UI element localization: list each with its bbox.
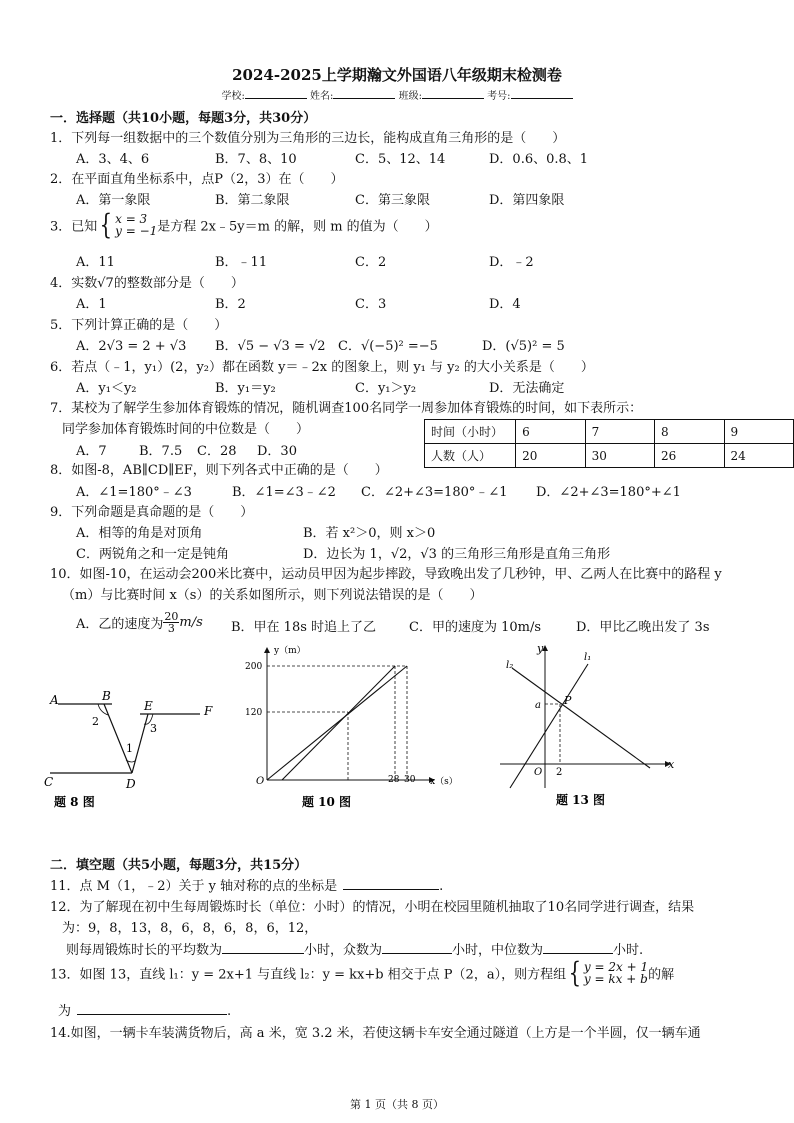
q5-option-c: C．√(−5)² =−5 (338, 339, 438, 354)
q13-line1 (50, 956, 675, 989)
q6-option-a: A．y₁＜y₂ (76, 381, 137, 396)
fig10-xlabel: x（s） (430, 777, 458, 787)
q8-option-d: D．∠2+∠3=180°+∠1 (536, 485, 681, 500)
q8-option-b: B．∠1=∠3﹣∠2 (232, 485, 336, 500)
fig13-y-label: y (537, 642, 544, 655)
number-label: 考号: (487, 91, 511, 102)
q12-end: 小时. (613, 943, 644, 958)
page-footer: 第 1 页（共 8 页） (350, 1098, 444, 1111)
fig13-p-label: P (564, 694, 572, 707)
q7-option-a: A．7 (76, 444, 107, 459)
q1-option-c: C．5、12、14 (355, 152, 446, 167)
q13-system (584, 961, 648, 985)
q7-stem-line1: 7．某校为了解学生参加体育锻炼的情况，随机调查100名同学一周参加体育锻炼的时间，如下表所示： (50, 401, 643, 416)
fig8-angle-2: 2 (92, 715, 99, 728)
q6-option-b: B．y₁＝y₂ (215, 381, 276, 396)
q3-prefix: 3．已知 (50, 219, 98, 235)
fig10-ylabel: y（m） (274, 646, 306, 656)
q11-text: 11．点 M（1，﹣2）关于 y 轴对称的点的坐标是 (50, 879, 338, 894)
q13-suffix: 的解 (648, 967, 675, 983)
q8-stem: 8．如图-8，AB∥CD∥EF，则下列各式中正确的是（ ） (50, 463, 388, 478)
q13-line2 (58, 1000, 231, 1019)
fig10-origin: O (256, 776, 265, 787)
student-info-line (0, 86, 794, 102)
school-blank[interactable] (245, 86, 307, 99)
fig13-l1-label: l₁ (584, 652, 592, 663)
q10-a-prefix: A．乙的速度为 (76, 617, 164, 632)
q7-option-d: D．30 (257, 444, 297, 459)
q8-option-c: C．∠2+∠3=180°﹣∠1 (361, 485, 508, 500)
fig13-origin: O (534, 767, 543, 778)
q7-option-b: B．7.5 (139, 444, 183, 459)
q3-option-d: D．﹣2 (489, 255, 534, 270)
table-cell: 24 (724, 444, 794, 468)
q12-line3 (66, 939, 643, 958)
q5-stem: 5．下列计算正确的是（ ） (50, 318, 228, 333)
q1-option-b: B．7、8、10 (215, 152, 297, 167)
q13-end: . (227, 1004, 232, 1019)
q2-option-a: A．第一象限 (76, 193, 151, 208)
q12-median-label: 小时，中位数为 (452, 943, 544, 958)
q9-option-d: D．边长为 1，√2，√3 的三角形三角形是直角三角形 (303, 547, 611, 562)
fig8-angle-3: 3 (150, 722, 157, 735)
table-cell: 人数（人） (425, 444, 516, 468)
fig8-label-e: E (144, 699, 153, 713)
fig13-a-label: a (535, 700, 541, 711)
q10-option-b: B．甲在 18s 时追上了乙 (231, 620, 377, 635)
fig8-label-c: C (44, 775, 54, 789)
q12-median-blank[interactable] (543, 941, 613, 954)
table-cell: 20 (516, 444, 585, 468)
q12-mode-label: 小时，众数为 (304, 943, 383, 958)
number-blank[interactable] (511, 86, 573, 99)
q10-a-denominator: 3 (167, 622, 175, 635)
q3-suffix: 是方程 2x﹣5y＝m 的解，则 m 的值为（ ） (157, 219, 438, 235)
q12-mean-label: 则每周锻炼时长的平均数为 (66, 943, 223, 958)
q7-stem-line2: 同学参加体育锻炼时间的中位数是（ ） (62, 422, 310, 437)
fig8-angle-1: 1 (126, 742, 133, 755)
q6-option-d: D．无法确定 (489, 381, 565, 396)
fig13-x2: 2 (556, 767, 563, 778)
fig10-y120: 120 (245, 708, 263, 718)
figure-10 (244, 644, 474, 810)
q8-option-a: A．∠1=180°﹣∠3 (76, 485, 192, 500)
fig13-x-label: x (668, 758, 675, 771)
q12-mean-blank[interactable] (222, 941, 304, 954)
q4-stem: 4．实数√7的整数部分是（ ） (50, 276, 244, 291)
table-cell: 7 (585, 420, 654, 444)
table-cell: 9 (724, 420, 794, 444)
fig8-label-f: F (204, 704, 213, 718)
q4-option-d: D．4 (489, 297, 521, 312)
q4-option-b: B．2 (215, 297, 246, 312)
q10-option-a (76, 611, 203, 634)
table-cell: 8 (655, 420, 724, 444)
q7-table-row-count (425, 444, 794, 468)
q9-stem: 9．下列命题是真命题的是（ ） (50, 505, 254, 520)
q9-option-c: C．两锐角之和一定是钝角 (76, 547, 229, 562)
q3-system-line1: x = 3 (115, 212, 148, 226)
q12-line2: 为：9，8，13，8，6，8，6，8，6，12， (62, 921, 318, 936)
q4-option-c: C．3 (355, 297, 387, 312)
q6-stem: 6．若点（﹣1，y₁）(2，y₂）都在函数 y＝﹣2x 的图象上，则 y₁ 与 y₂ 的大小关系是（ ） (50, 360, 594, 375)
q11-end: . (439, 879, 444, 894)
q13-system-line2: y = kx + b (583, 972, 648, 986)
q9-option-a: A．相等的角是对顶角 (76, 526, 203, 541)
q13-text: 13．如图 13，直线 l₁：y = 2x+1 与直线 l₂：y = kx+b 相交于点 P（2，a），则方程组 (50, 967, 567, 983)
fig10-caption: 题 10 图 (302, 795, 352, 809)
q10-a-unit: m/s (179, 615, 203, 630)
q14-line1: 14.如图，一辆卡车装满货物后，高 a 米，宽 3.2 米，若使这辆卡车安全通过隧道（上方是一个半圆，仅一辆车通 (50, 1026, 701, 1041)
q13-answer-blank[interactable] (77, 1002, 227, 1015)
table-cell: 30 (585, 444, 654, 468)
q7-option-c: C．28 (197, 444, 237, 459)
q10-option-c: C．甲的速度为 10m/s (409, 620, 541, 635)
q12-mode-blank[interactable] (382, 941, 452, 954)
q3-option-a: A．11 (76, 255, 115, 270)
q10-option-d: D．甲比乙晚出发了 3s (576, 620, 710, 635)
q13-system-line1: y = 2x + 1 (583, 960, 649, 974)
name-blank[interactable] (333, 86, 395, 99)
fig10-x30: 30 (404, 775, 416, 785)
q13-answer-label: 为 (58, 1004, 72, 1019)
q7-table (424, 419, 794, 468)
q5-option-d: D．(√5)² = 5 (482, 339, 565, 354)
table-cell: 时间（小时） (425, 420, 516, 444)
fig10-x28: 28 (388, 775, 400, 785)
q7-table-row-time (425, 420, 794, 444)
q2-option-b: B．第二象限 (215, 193, 290, 208)
q13-brace: { (568, 956, 582, 989)
table-cell: 6 (516, 420, 585, 444)
fig10-y200: 200 (245, 662, 263, 672)
q11-stem (50, 875, 443, 894)
class-label: 班级: (398, 91, 422, 102)
q10-a-fraction (163, 611, 179, 634)
q10-stem-line1: 10．如图-10，在运动会200米比赛中，运动员甲因为起步摔跤，导致晚出发了几秒钟，甲、乙两人在比赛中的路程 y (50, 567, 722, 582)
fig8-label-a: A (50, 693, 59, 707)
q3-option-c: C．2 (355, 255, 387, 270)
q5-option-a: A．2√3 = 2 + √3 (76, 339, 187, 354)
q1-stem: 1．下列每一组数据中的三个数值分别为三角形的三边长，能构成直角三角形的是（ ） (50, 131, 566, 146)
q4-option-a: A．1 (76, 297, 107, 312)
q3-stem (50, 208, 438, 241)
fig13-caption: 题 13 图 (556, 793, 606, 807)
q10-a-numerator: 20 (164, 610, 179, 623)
q11-answer-blank[interactable] (343, 877, 439, 890)
school-label: 学校: (221, 91, 245, 102)
name-label: 姓名: (310, 91, 334, 102)
figure-8 (40, 688, 230, 810)
q3-system (115, 213, 157, 237)
table-cell: 26 (655, 444, 724, 468)
fig8-label-b: B (102, 689, 111, 703)
class-blank[interactable] (422, 86, 484, 99)
q10-stem-line2: （m）与比赛时间 x（s）的关系如图所示，则下列说法错误的是（ ） (62, 588, 483, 603)
q3-brace: { (99, 208, 113, 241)
q2-option-d: D．第四象限 (489, 193, 565, 208)
q6-option-c: C．y₁＞y₂ (355, 381, 417, 396)
q2-option-c: C．第三象限 (355, 193, 430, 208)
fig8-label-d: D (126, 777, 136, 791)
section2-title: 二．填空题（共5小题，每题3分，共15分） (50, 858, 308, 873)
q3-system-line2: y = −1 (115, 224, 158, 238)
q1-option-d: D．0.6、0.8、1 (489, 152, 589, 167)
fig13-l2-label: l₂ (506, 660, 514, 671)
q9-option-b: B．若 x²＞0，则 x＞0 (303, 526, 436, 541)
page-title: 2024-2025上学期瀚文外国语八年级期末检测卷 (232, 66, 562, 84)
q5-option-b: B．√5 − √3 = √2 (215, 339, 326, 354)
fig8-caption: 题 8 图 (54, 795, 95, 809)
q2-stem: 2．在平面直角坐标系中，点P（2，3）在（ ） (50, 172, 344, 187)
section1-title: 一．选择题（共10小题，每题3分，共30分） (50, 111, 317, 126)
figure-13 (490, 638, 690, 810)
q3-option-b: B．﹣11 (215, 255, 268, 270)
q12-line1: 12．为了解现在初中生每周锻炼时长（单位：小时）的情况，小明在校园里随机抽取了10名同学进行调查，结果 (50, 900, 695, 915)
q1-option-a: A．3、4、6 (76, 152, 150, 167)
